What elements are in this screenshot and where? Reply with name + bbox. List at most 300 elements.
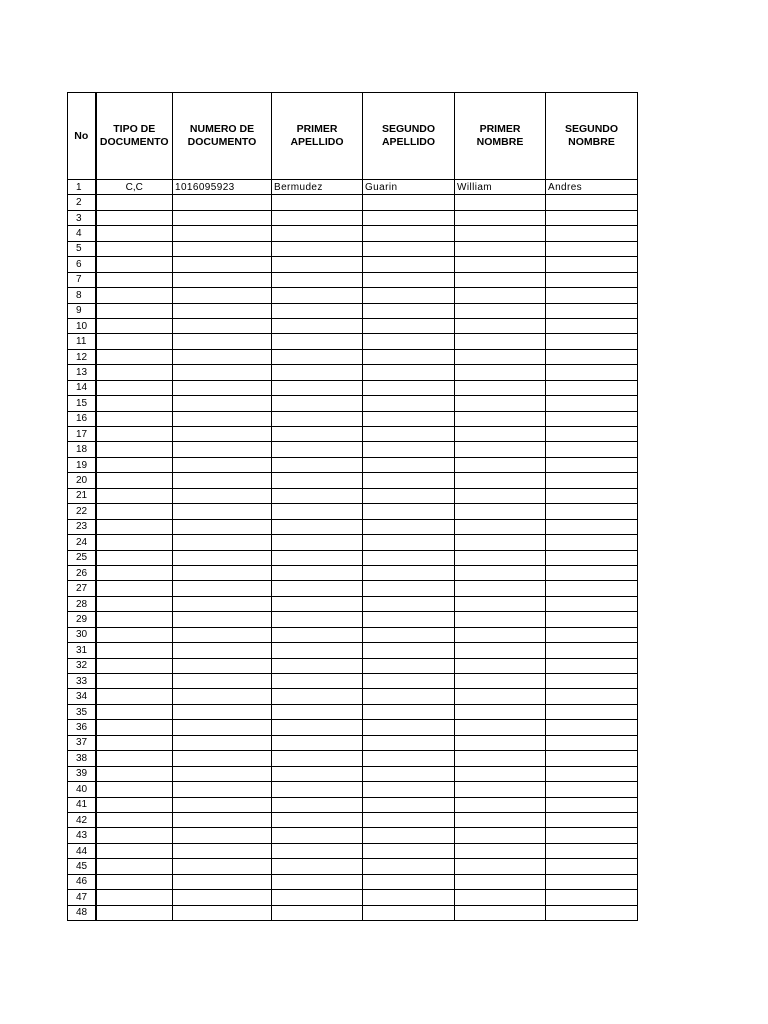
table-row	[68, 674, 638, 689]
cell-segundo-apellido	[363, 643, 455, 658]
table-row	[68, 210, 638, 225]
cell-segundo-apellido: Guarin	[363, 180, 455, 195]
cell-primer-nombre	[455, 226, 546, 241]
cell-primer-apellido	[272, 210, 363, 225]
cell-primer-nombre	[455, 612, 546, 627]
cell-segundo-apellido	[363, 550, 455, 565]
cell-numero-documento	[173, 581, 272, 596]
cell-segundo-apellido	[363, 488, 455, 503]
table-row	[68, 257, 638, 272]
cell-primer-nombre	[455, 427, 546, 442]
cell-primer-nombre	[455, 658, 546, 673]
cell-primer-nombre	[455, 751, 546, 766]
table-row	[68, 550, 638, 565]
cell-segundo-nombre	[546, 210, 638, 225]
cell-segundo-nombre	[546, 828, 638, 843]
cell-primer-nombre	[455, 890, 546, 905]
cell-numero-documento	[173, 720, 272, 735]
table-row	[68, 874, 638, 889]
cell-primer-apellido	[272, 303, 363, 318]
cell-primer-apellido	[272, 504, 363, 519]
cell-numero-documento	[173, 334, 272, 349]
cell-segundo-nombre	[546, 303, 638, 318]
cell-primer-nombre	[455, 735, 546, 750]
header-tipo-documento: TIPO DE DOCUMENTO	[96, 93, 173, 180]
cell-segundo-nombre	[546, 473, 638, 488]
cell-segundo-nombre	[546, 442, 638, 457]
cell-tipo-documento	[96, 704, 173, 719]
header-segundo-apellido: SEGUNDO APELLIDO	[363, 93, 455, 180]
cell-segundo-nombre	[546, 241, 638, 256]
cell-primer-apellido	[272, 519, 363, 534]
cell-numero-documento	[173, 504, 272, 519]
cell-no: 21	[68, 488, 96, 503]
cell-numero-documento	[173, 241, 272, 256]
cell-tipo-documento	[96, 488, 173, 503]
cell-tipo-documento	[96, 195, 173, 210]
cell-tipo-documento	[96, 457, 173, 472]
cell-tipo-documento	[96, 812, 173, 827]
table-row	[68, 504, 638, 519]
cell-numero-documento	[173, 535, 272, 550]
cell-segundo-nombre	[546, 797, 638, 812]
cell-primer-nombre	[455, 766, 546, 781]
cell-segundo-nombre	[546, 272, 638, 287]
cell-primer-nombre	[455, 828, 546, 843]
cell-no: 29	[68, 612, 96, 627]
cell-numero-documento	[173, 874, 272, 889]
cell-primer-apellido	[272, 735, 363, 750]
cell-tipo-documento	[96, 905, 173, 920]
cell-primer-apellido	[272, 627, 363, 642]
cell-segundo-nombre	[546, 396, 638, 411]
cell-primer-apellido: Bermudez	[272, 180, 363, 195]
cell-segundo-apellido	[363, 365, 455, 380]
header-primer-apellido: PRIMER APELLIDO	[272, 93, 363, 180]
cell-segundo-apellido	[363, 427, 455, 442]
cell-tipo-documento	[96, 226, 173, 241]
cell-segundo-apellido	[363, 535, 455, 550]
cell-segundo-apellido	[363, 457, 455, 472]
table-row	[68, 488, 638, 503]
cell-numero-documento	[173, 473, 272, 488]
cell-tipo-documento	[96, 318, 173, 333]
cell-numero-documento	[173, 226, 272, 241]
table-row	[68, 442, 638, 457]
cell-numero-documento	[173, 519, 272, 534]
cell-primer-nombre	[455, 627, 546, 642]
table-row	[68, 195, 638, 210]
cell-no: 34	[68, 689, 96, 704]
cell-primer-nombre	[455, 519, 546, 534]
table-row	[68, 782, 638, 797]
cell-segundo-apellido	[363, 565, 455, 580]
cell-segundo-apellido	[363, 797, 455, 812]
cell-segundo-apellido	[363, 766, 455, 781]
cell-segundo-nombre	[546, 195, 638, 210]
cell-numero-documento	[173, 396, 272, 411]
cell-numero-documento	[173, 782, 272, 797]
cell-primer-nombre	[455, 365, 546, 380]
cell-numero-documento	[173, 457, 272, 472]
cell-primer-nombre	[455, 210, 546, 225]
cell-segundo-apellido	[363, 735, 455, 750]
cell-no: 24	[68, 535, 96, 550]
cell-segundo-apellido	[363, 905, 455, 920]
cell-no: 8	[68, 288, 96, 303]
cell-numero-documento	[173, 411, 272, 426]
cell-segundo-nombre	[546, 488, 638, 503]
cell-primer-nombre	[455, 504, 546, 519]
cell-segundo-nombre	[546, 689, 638, 704]
cell-no: 27	[68, 581, 96, 596]
table-row	[68, 797, 638, 812]
cell-segundo-apellido	[363, 828, 455, 843]
cell-no: 42	[68, 812, 96, 827]
cell-numero-documento	[173, 442, 272, 457]
cell-tipo-documento	[96, 380, 173, 395]
cell-primer-nombre	[455, 241, 546, 256]
cell-segundo-nombre	[546, 504, 638, 519]
cell-primer-nombre	[455, 596, 546, 611]
cell-numero-documento	[173, 427, 272, 442]
cell-numero-documento: 1016095923	[173, 180, 272, 195]
table-row	[68, 241, 638, 256]
cell-tipo-documento	[96, 257, 173, 272]
cell-segundo-apellido	[363, 674, 455, 689]
cell-segundo-apellido	[363, 859, 455, 874]
cell-no: 18	[68, 442, 96, 457]
cell-primer-apellido	[272, 689, 363, 704]
cell-no: 2	[68, 195, 96, 210]
cell-primer-nombre	[455, 303, 546, 318]
cell-primer-apellido	[272, 797, 363, 812]
cell-no: 7	[68, 272, 96, 287]
cell-numero-documento	[173, 843, 272, 858]
cell-no: 31	[68, 643, 96, 658]
cell-segundo-nombre	[546, 735, 638, 750]
cell-primer-apellido	[272, 612, 363, 627]
cell-numero-documento	[173, 797, 272, 812]
cell-no: 11	[68, 334, 96, 349]
cell-primer-nombre	[455, 535, 546, 550]
cell-numero-documento	[173, 766, 272, 781]
cell-primer-apellido	[272, 318, 363, 333]
cell-primer-apellido	[272, 890, 363, 905]
cell-segundo-apellido	[363, 890, 455, 905]
cell-tipo-documento	[96, 596, 173, 611]
cell-tipo-documento	[96, 581, 173, 596]
cell-segundo-apellido	[363, 751, 455, 766]
cell-segundo-apellido	[363, 411, 455, 426]
table-row	[68, 596, 638, 611]
cell-primer-apellido	[272, 859, 363, 874]
cell-no: 45	[68, 859, 96, 874]
cell-primer-nombre	[455, 288, 546, 303]
cell-tipo-documento	[96, 550, 173, 565]
cell-tipo-documento	[96, 674, 173, 689]
cell-no: 6	[68, 257, 96, 272]
cell-primer-apellido	[272, 843, 363, 858]
cell-tipo-documento	[96, 427, 173, 442]
cell-segundo-apellido	[363, 226, 455, 241]
cell-tipo-documento	[96, 828, 173, 843]
header-primer-nombre: PRIMER NOMBRE	[455, 93, 546, 180]
cell-segundo-apellido	[363, 380, 455, 395]
cell-primer-apellido	[272, 241, 363, 256]
cell-no: 19	[68, 457, 96, 472]
cell-primer-nombre	[455, 812, 546, 827]
cell-no: 38	[68, 751, 96, 766]
cell-tipo-documento: C,C	[96, 180, 173, 195]
table-row	[68, 689, 638, 704]
cell-primer-apellido	[272, 704, 363, 719]
cell-primer-apellido	[272, 349, 363, 364]
cell-primer-apellido	[272, 812, 363, 827]
cell-primer-nombre	[455, 674, 546, 689]
cell-numero-documento	[173, 565, 272, 580]
table-row	[68, 519, 638, 534]
cell-tipo-documento	[96, 689, 173, 704]
table-row	[68, 473, 638, 488]
table-row	[68, 272, 638, 287]
cell-numero-documento	[173, 674, 272, 689]
header-no: No	[68, 93, 96, 180]
cell-primer-apellido	[272, 257, 363, 272]
cell-segundo-nombre	[546, 720, 638, 735]
cell-no: 41	[68, 797, 96, 812]
cell-tipo-documento	[96, 396, 173, 411]
cell-primer-apellido	[272, 535, 363, 550]
cell-numero-documento	[173, 689, 272, 704]
cell-segundo-apellido	[363, 442, 455, 457]
cell-primer-apellido	[272, 828, 363, 843]
cell-tipo-documento	[96, 535, 173, 550]
cell-segundo-nombre	[546, 535, 638, 550]
cell-no: 1	[68, 180, 96, 195]
cell-numero-documento	[173, 365, 272, 380]
cell-primer-apellido	[272, 334, 363, 349]
cell-segundo-nombre	[546, 658, 638, 673]
cell-primer-apellido	[272, 427, 363, 442]
cell-numero-documento	[173, 488, 272, 503]
cell-segundo-nombre	[546, 812, 638, 827]
cell-primer-apellido	[272, 751, 363, 766]
cell-primer-nombre	[455, 905, 546, 920]
table-row	[68, 535, 638, 550]
cell-segundo-apellido	[363, 349, 455, 364]
cell-primer-nombre	[455, 380, 546, 395]
cell-segundo-apellido	[363, 396, 455, 411]
cell-primer-nombre	[455, 318, 546, 333]
table-row	[68, 396, 638, 411]
cell-primer-nombre	[455, 334, 546, 349]
cell-no: 47	[68, 890, 96, 905]
cell-tipo-documento	[96, 874, 173, 889]
cell-numero-documento	[173, 288, 272, 303]
cell-numero-documento	[173, 905, 272, 920]
table-row	[68, 180, 638, 195]
table-row	[68, 828, 638, 843]
cell-segundo-apellido	[363, 210, 455, 225]
cell-tipo-documento	[96, 241, 173, 256]
table-row	[68, 411, 638, 426]
cell-tipo-documento	[96, 658, 173, 673]
cell-no: 25	[68, 550, 96, 565]
cell-primer-nombre	[455, 782, 546, 797]
cell-segundo-nombre	[546, 550, 638, 565]
cell-primer-apellido	[272, 380, 363, 395]
cell-primer-nombre	[455, 720, 546, 735]
cell-segundo-nombre	[546, 411, 638, 426]
cell-segundo-nombre	[546, 674, 638, 689]
cell-tipo-documento	[96, 859, 173, 874]
cell-tipo-documento	[96, 365, 173, 380]
cell-segundo-apellido	[363, 874, 455, 889]
registration-table	[67, 92, 638, 921]
cell-primer-apellido	[272, 288, 363, 303]
cell-no: 13	[68, 365, 96, 380]
cell-segundo-apellido	[363, 318, 455, 333]
table-row	[68, 905, 638, 920]
cell-primer-nombre	[455, 411, 546, 426]
cell-tipo-documento	[96, 782, 173, 797]
cell-no: 23	[68, 519, 96, 534]
cell-tipo-documento	[96, 504, 173, 519]
cell-no: 20	[68, 473, 96, 488]
cell-no: 4	[68, 226, 96, 241]
table-row	[68, 704, 638, 719]
cell-tipo-documento	[96, 473, 173, 488]
cell-numero-documento	[173, 380, 272, 395]
cell-segundo-nombre	[546, 288, 638, 303]
table-row	[68, 380, 638, 395]
cell-numero-documento	[173, 349, 272, 364]
cell-numero-documento	[173, 859, 272, 874]
table-row	[68, 365, 638, 380]
cell-segundo-apellido	[363, 627, 455, 642]
cell-no: 3	[68, 210, 96, 225]
cell-segundo-nombre	[546, 843, 638, 858]
cell-no: 48	[68, 905, 96, 920]
cell-segundo-apellido	[363, 241, 455, 256]
cell-no: 32	[68, 658, 96, 673]
cell-no: 35	[68, 704, 96, 719]
cell-primer-apellido	[272, 411, 363, 426]
cell-segundo-apellido	[363, 612, 455, 627]
header-row	[68, 93, 638, 180]
cell-segundo-apellido	[363, 257, 455, 272]
cell-primer-apellido	[272, 550, 363, 565]
cell-tipo-documento	[96, 349, 173, 364]
cell-no: 43	[68, 828, 96, 843]
cell-numero-documento	[173, 550, 272, 565]
cell-segundo-nombre	[546, 226, 638, 241]
cell-numero-documento	[173, 704, 272, 719]
cell-no: 12	[68, 349, 96, 364]
header-segundo-nombre: SEGUNDO NOMBRE	[546, 93, 638, 180]
cell-primer-apellido	[272, 565, 363, 580]
table-row	[68, 627, 638, 642]
table-row	[68, 226, 638, 241]
cell-primer-nombre	[455, 704, 546, 719]
cell-segundo-apellido	[363, 596, 455, 611]
cell-segundo-apellido	[363, 288, 455, 303]
cell-segundo-apellido	[363, 689, 455, 704]
cell-primer-apellido	[272, 442, 363, 457]
cell-primer-nombre	[455, 689, 546, 704]
cell-tipo-documento	[96, 751, 173, 766]
cell-numero-documento	[173, 828, 272, 843]
cell-numero-documento	[173, 210, 272, 225]
cell-no: 17	[68, 427, 96, 442]
cell-tipo-documento	[96, 442, 173, 457]
cell-primer-nombre	[455, 195, 546, 210]
table-row	[68, 612, 638, 627]
cell-segundo-nombre	[546, 318, 638, 333]
cell-segundo-apellido	[363, 272, 455, 287]
cell-primer-apellido	[272, 658, 363, 673]
cell-primer-apellido	[272, 581, 363, 596]
cell-numero-documento	[173, 195, 272, 210]
cell-no: 10	[68, 318, 96, 333]
cell-segundo-apellido	[363, 704, 455, 719]
cell-primer-nombre	[455, 859, 546, 874]
table-row	[68, 766, 638, 781]
header-numero-documento: NUMERO DE DOCUMENTO	[173, 93, 272, 180]
cell-primer-nombre	[455, 565, 546, 580]
cell-primer-nombre	[455, 457, 546, 472]
cell-numero-documento	[173, 257, 272, 272]
table-row	[68, 318, 638, 333]
table-row	[68, 751, 638, 766]
cell-segundo-nombre	[546, 334, 638, 349]
cell-tipo-documento	[96, 210, 173, 225]
cell-primer-apellido	[272, 720, 363, 735]
cell-primer-nombre	[455, 797, 546, 812]
cell-numero-documento	[173, 596, 272, 611]
cell-numero-documento	[173, 890, 272, 905]
cell-tipo-documento	[96, 288, 173, 303]
table-row	[68, 427, 638, 442]
cell-no: 33	[68, 674, 96, 689]
cell-tipo-documento	[96, 890, 173, 905]
cell-numero-documento	[173, 303, 272, 318]
cell-primer-apellido	[272, 643, 363, 658]
table-row	[68, 288, 638, 303]
cell-primer-apellido	[272, 766, 363, 781]
cell-segundo-apellido	[363, 195, 455, 210]
cell-segundo-nombre	[546, 612, 638, 627]
cell-primer-apellido	[272, 396, 363, 411]
cell-segundo-nombre	[546, 380, 638, 395]
cell-primer-nombre	[455, 488, 546, 503]
cell-tipo-documento	[96, 797, 173, 812]
cell-no: 46	[68, 874, 96, 889]
cell-segundo-apellido	[363, 720, 455, 735]
table-row	[68, 720, 638, 735]
table-row	[68, 859, 638, 874]
cell-primer-nombre	[455, 272, 546, 287]
cell-segundo-nombre	[546, 890, 638, 905]
cell-primer-apellido	[272, 226, 363, 241]
cell-primer-nombre	[455, 581, 546, 596]
cell-segundo-nombre	[546, 365, 638, 380]
cell-no: 30	[68, 627, 96, 642]
cell-segundo-nombre	[546, 782, 638, 797]
cell-segundo-nombre	[546, 905, 638, 920]
table-row	[68, 843, 638, 858]
